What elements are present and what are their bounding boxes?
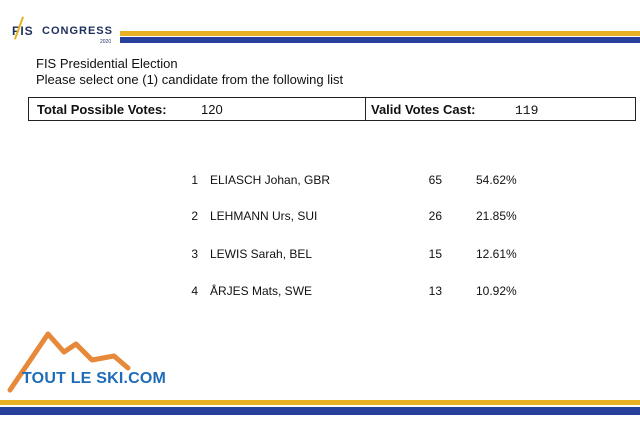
watermark-text: TOUT LE SKI.COM xyxy=(22,370,167,387)
footer-yellow-stripe xyxy=(0,400,640,405)
logo-year-text: 2020 xyxy=(100,39,112,45)
candidate-name: ÅRJES Mats, SWE xyxy=(210,284,313,298)
votes-summary-box xyxy=(28,97,636,121)
header-blue-stripe xyxy=(120,37,640,43)
page-instruction: Please select one (1) candidate from the following list xyxy=(36,72,344,87)
mountain-icon xyxy=(4,330,174,400)
candidate-votes: 65 xyxy=(428,173,442,187)
candidate-name: LEWIS Sarah, BEL xyxy=(210,247,313,261)
total-possible-votes-value: 120 xyxy=(201,102,223,117)
result-row xyxy=(0,173,640,191)
votes-divider xyxy=(365,98,366,120)
page-title: FIS Presidential Election xyxy=(36,56,178,71)
logo-congress-text: CONGRESS xyxy=(42,25,113,37)
header xyxy=(0,0,640,56)
watermark xyxy=(4,330,174,400)
candidate-votes: 13 xyxy=(428,284,442,298)
footer-blue-stripe xyxy=(0,407,640,415)
valid-votes-cast-value: 119 xyxy=(515,103,539,118)
result-rank: 2 xyxy=(191,209,198,223)
candidate-votes: 26 xyxy=(428,209,442,223)
valid-votes-cast-label: Valid Votes Cast: xyxy=(371,102,476,117)
total-possible-votes-label: Total Possible Votes: xyxy=(37,102,167,117)
result-rank: 4 xyxy=(191,284,198,298)
result-row xyxy=(0,284,640,302)
candidate-percentage: 54.62% xyxy=(476,173,517,187)
candidate-name: LEHMANN Urs, SUI xyxy=(210,209,318,223)
result-row xyxy=(0,247,640,265)
header-yellow-stripe xyxy=(120,31,640,36)
logo-fis-text: FIS xyxy=(12,24,34,38)
result-row xyxy=(0,209,640,227)
candidate-percentage: 12.61% xyxy=(476,247,517,261)
candidate-votes: 15 xyxy=(428,247,442,261)
candidate-percentage: 10.92% xyxy=(476,284,517,298)
result-rank: 1 xyxy=(191,173,198,187)
candidate-name: ELIASCH Johan, GBR xyxy=(210,173,331,187)
candidate-percentage: 21.85% xyxy=(476,209,517,223)
result-rank: 3 xyxy=(191,247,198,261)
